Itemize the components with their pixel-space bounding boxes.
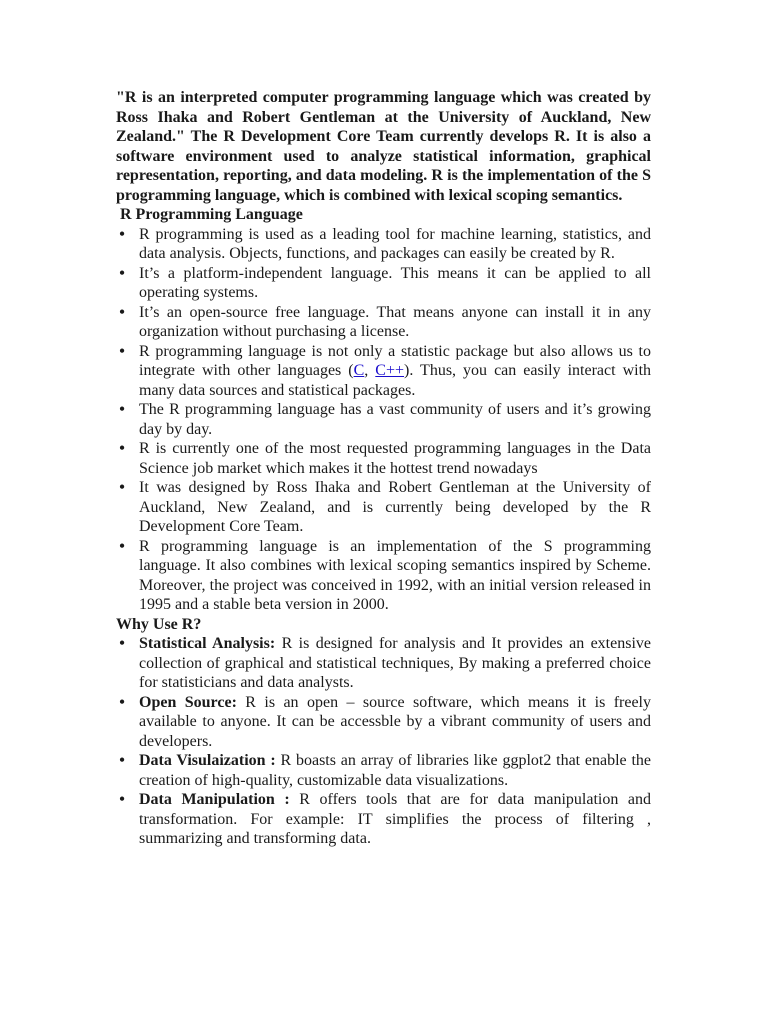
list-item-text: It’s an open-source free language. That means anyone can install it in any organization without purchasing a license.: [139, 303, 651, 340]
list-item-text: The R programming language has a vast community of users and it’s growing day by day.: [139, 401, 651, 438]
list-item-term: Data Manipulation :: [139, 791, 290, 808]
bullet-icon: •: [119, 752, 125, 769]
bullet-icon: •: [119, 225, 125, 243]
link-c[interactable]: C: [353, 362, 365, 379]
bullet-icon: •: [119, 479, 125, 496]
list-item-text-after: ). Thus, you can easily interact with many data sources and statistical packages.: [139, 362, 652, 399]
why-use-r-bullet-list: [116, 634, 651, 849]
bullet-icon: •: [119, 342, 125, 360]
bullet-icon: •: [119, 401, 125, 418]
link-cpp[interactable]: C++: [375, 362, 405, 379]
list-item: [116, 478, 651, 537]
list-item-text: R is currently one of the most requested programming languages in the Data Science job market which makes it the hottest trend nowadays: [139, 440, 651, 477]
list-item-term: Open Source:: [139, 693, 237, 711]
list-item-text: R boasts an array of libraries like ggplot2 that enable the creation of high-quality, customizable data visualizations.: [139, 752, 651, 789]
list-item-text: R offers tools that are for data manipulation and transformation. For example: IT simplifies the process of filtering , summarizing and transforming data.: [139, 791, 652, 847]
link-separator: ,: [364, 362, 376, 379]
list-item-text: R is an open – source software, which means it is freely available to anyone. It can be accessble by a vibrant community of users and developers.: [139, 693, 651, 750]
bullet-icon: •: [119, 791, 125, 808]
bullet-icon: •: [119, 264, 125, 282]
r-language-bullet-list: [116, 225, 651, 615]
bullet-icon: •: [119, 440, 125, 457]
list-item: [116, 790, 651, 849]
list-item: [116, 400, 651, 439]
list-item-text: It was designed by Ross Ihaka and Robert Gentleman at the University of Auckland, New Zealand, and is currently being developed by the R Development Core Team.: [139, 479, 651, 535]
list-item-term: Statistical Analysis:: [139, 635, 276, 652]
list-item-text: It’s a platform-independent language. This means it can be applied to all operating systems.: [139, 264, 651, 301]
list-item: [116, 537, 651, 615]
list-item: [116, 225, 651, 264]
section-heading-why-use-r: Why Use R?: [116, 615, 202, 633]
list-item: [116, 693, 651, 752]
bullet-icon: •: [119, 635, 125, 652]
section-heading-r-programming-language: R Programming Language: [120, 206, 303, 223]
bullet-icon: •: [119, 537, 125, 555]
list-item-text: R is designed for analysis and It provides an extensive collection of graphical and statistical techniques, By making a preferred choice for statisticians and data analysts.: [139, 635, 652, 691]
list-item-text: R programming is used as a leading tool for machine learning, statistics, and data analysis. Objects, functions, and packages can easily be created by R.: [139, 225, 651, 262]
list-item: [116, 342, 651, 401]
list-item: [116, 264, 651, 303]
list-item-text: R programming language is an implementation of the S programming language. It also combines with lexical scoping semantics inspired by Scheme. Moreover, the project was conceived in 1992, with an initial version released in 1995 and a stable beta version in 2000.: [139, 537, 651, 613]
list-item: [116, 634, 651, 693]
document-page: [116, 88, 651, 849]
list-item-term: Data Visulaization :: [139, 752, 276, 769]
list-item-text-before: R programming language is not only a statistic package but also allows us to integrate with other languages (: [139, 342, 651, 379]
bullet-icon: •: [119, 693, 125, 711]
list-item: [116, 751, 651, 790]
intro-paragraph: "R is an interpreted computer programming language which was created by Ross Ihaka and Robert Gentleman at the University of Auckland, New Zealand." The R Development Core Team currently develops R. It is also a software environment used to analyze statistical information, graphical representation, reporting, and data modeling. R is the implementation of the S programming language, which is combined with lexical scoping semantics.: [116, 89, 651, 204]
list-item: [116, 303, 651, 342]
bullet-icon: •: [119, 303, 125, 321]
list-item: [116, 439, 651, 478]
